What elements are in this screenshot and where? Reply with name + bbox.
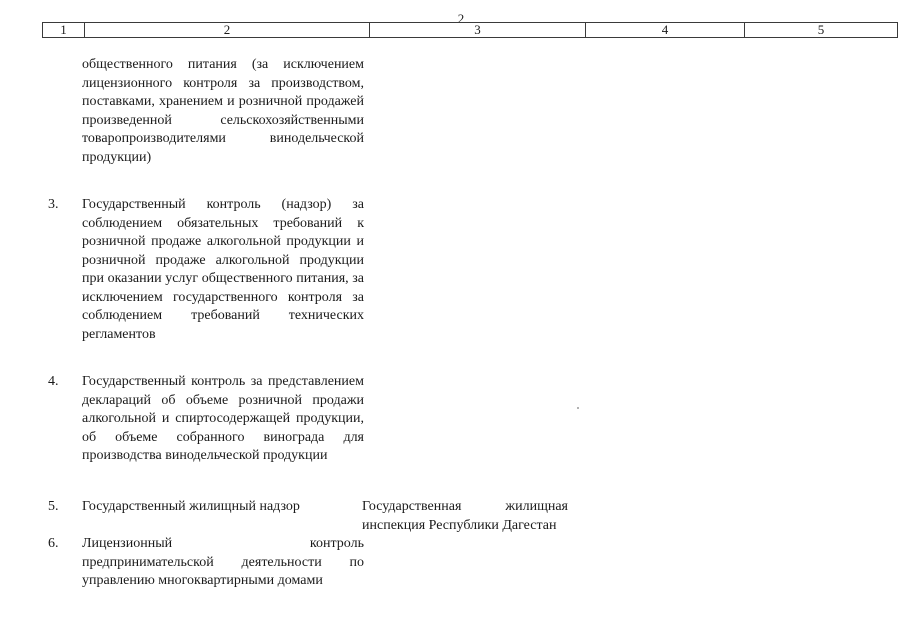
row-control-type: Государственный жилищный надзор (82, 499, 300, 514)
column-number-header (42, 22, 898, 38)
header-cell-5: 5 (745, 23, 898, 38)
scan-speck (577, 407, 579, 409)
row-control-type: Лицензионный контроль предпринимательской деятельности по управлению многоквартирными домами (82, 536, 364, 588)
row-number: 5. (48, 499, 59, 514)
page-number: 2 (457, 11, 465, 26)
header-cell-3: 3 (370, 23, 586, 38)
row-number: 4. (48, 374, 59, 389)
row-number: 6. (48, 536, 59, 551)
row-control-type: Государственный контроль за представлением деклараций об объеме розничной продажи алкогольной и спиртосодержащей продукции, об объеме собранного винограда для производства винодельческой продукции (82, 374, 364, 463)
header-row (43, 23, 898, 38)
header-cell-2: 2 (85, 23, 370, 38)
header-cell-1: 1 (43, 23, 85, 38)
row-number: 3. (48, 197, 59, 212)
row-control-type: Государственный контроль (надзор) за соблюдением обязательных требований к розничной продаже алкогольной продукции и розничной продаже алкогольной продукции при оказании услуг общественного питания, за исключением государственного контроля за соблюдением требований технических регламентов (82, 197, 364, 342)
responsible-authority: Государственная жилищная инспекция Республики Дагестан (362, 499, 568, 533)
header-cell-4: 4 (586, 23, 745, 38)
row-control-type: общественного питания (за исключением лицензионного контроля за производством, поставками, хранением и розничной продажей произведенной сельскохозяйственными товаропроизводителями винодельческой продукции) (82, 57, 364, 165)
